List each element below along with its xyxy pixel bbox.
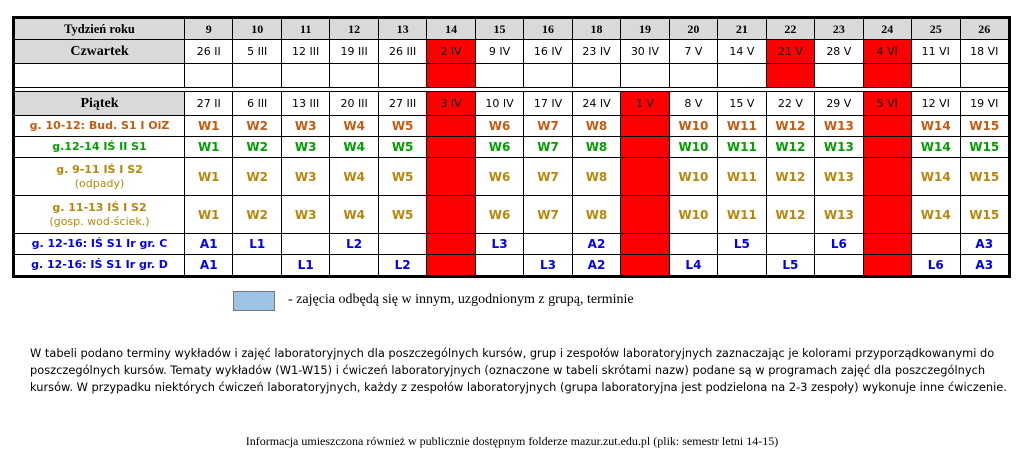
- blank-cell: [718, 64, 766, 88]
- blank-cell: [863, 64, 911, 88]
- class-label: [15, 196, 185, 234]
- class-cell: W1: [185, 196, 233, 234]
- blank-cell: [378, 64, 426, 88]
- class-cell: [330, 255, 378, 276]
- class-row: [15, 234, 1009, 255]
- thursday-date: 23 IV: [572, 40, 620, 64]
- class-cell: [475, 255, 523, 276]
- class-cell: W14: [912, 137, 960, 158]
- week-number: 26: [960, 19, 1009, 40]
- thursday-date: 14 V: [718, 40, 766, 64]
- class-cell: W11: [718, 137, 766, 158]
- thursday-date: 26 II: [185, 40, 233, 64]
- class-cell: W4: [330, 116, 378, 137]
- blank-cell: [15, 64, 185, 88]
- schedule-table-frame: [12, 16, 1011, 278]
- class-cell: W5: [378, 196, 426, 234]
- class-cell: [863, 158, 911, 196]
- week-row: [15, 19, 1009, 40]
- week-number: 21: [718, 19, 766, 40]
- friday-date: 27 II: [185, 92, 233, 116]
- class-label-line: (odpady): [74, 176, 125, 190]
- class-cell: W2: [233, 116, 281, 137]
- thursday-date: 28 V: [815, 40, 863, 64]
- class-cell: [621, 116, 669, 137]
- thursday-label: Czwartek: [15, 40, 185, 64]
- class-cell: W6: [475, 196, 523, 234]
- class-label: [15, 255, 185, 276]
- class-cell: W8: [572, 158, 620, 196]
- blank-cell: [330, 64, 378, 88]
- class-cell: A2: [572, 255, 620, 276]
- class-cell: [621, 255, 669, 276]
- blank-cell: [912, 64, 960, 88]
- class-cell: W3: [281, 116, 329, 137]
- friday-date: 29 V: [815, 92, 863, 116]
- class-row: [15, 116, 1009, 137]
- class-cell: W7: [524, 158, 572, 196]
- class-label-line: g. 12-16: IŚ S1 Ir gr. D: [31, 258, 168, 271]
- class-cell: W15: [960, 196, 1009, 234]
- class-cell: W5: [378, 116, 426, 137]
- class-cell: W14: [912, 158, 960, 196]
- class-label-line: g. 12-16: IŚ S1 Ir gr. C: [31, 237, 168, 250]
- class-cell: W1: [185, 158, 233, 196]
- friday-date: 19 VI: [960, 92, 1009, 116]
- class-cell: [621, 137, 669, 158]
- class-cell: [427, 196, 475, 234]
- friday-date: 20 III: [330, 92, 378, 116]
- week-number: 14: [427, 19, 475, 40]
- class-cell: W6: [475, 137, 523, 158]
- class-cell: L1: [281, 255, 329, 276]
- thursday-date: 19 III: [330, 40, 378, 64]
- week-number: 12: [330, 19, 378, 40]
- friday-dates-row: [15, 92, 1009, 116]
- class-cell: A3: [960, 234, 1009, 255]
- friday-date: 10 IV: [475, 92, 523, 116]
- class-cell: [766, 234, 814, 255]
- friday-date: 24 IV: [572, 92, 620, 116]
- class-cell: W4: [330, 196, 378, 234]
- friday-date: 13 III: [281, 92, 329, 116]
- blank-cell: [572, 64, 620, 88]
- blank-cell: [281, 64, 329, 88]
- friday-date: 6 III: [233, 92, 281, 116]
- class-cell: L2: [378, 255, 426, 276]
- class-cell: L6: [815, 234, 863, 255]
- friday-date: 3 IV: [427, 92, 475, 116]
- blank-cell: [766, 64, 814, 88]
- thursday-date: 16 IV: [524, 40, 572, 64]
- class-cell: W15: [960, 158, 1009, 196]
- class-cell: W1: [185, 137, 233, 158]
- class-cell: L6: [912, 255, 960, 276]
- class-label: [15, 137, 185, 158]
- class-cell: [718, 255, 766, 276]
- class-label-line: g. 10-12: Bud. S1 I OiZ: [29, 119, 170, 132]
- week-number: 11: [281, 19, 329, 40]
- class-cell: W11: [718, 196, 766, 234]
- class-cell: [621, 234, 669, 255]
- class-label-line: (gosp. wod-ściek.): [49, 214, 150, 228]
- blank-cell: [427, 64, 475, 88]
- class-row: [15, 255, 1009, 276]
- thursday-date: 2 IV: [427, 40, 475, 64]
- week-number: 16: [524, 19, 572, 40]
- class-cell: W8: [572, 196, 620, 234]
- class-cell: W4: [330, 158, 378, 196]
- class-cell: W5: [378, 158, 426, 196]
- week-number: 19: [621, 19, 669, 40]
- class-cell: W8: [572, 137, 620, 158]
- blank-cell: [475, 64, 523, 88]
- week-number: 18: [572, 19, 620, 40]
- class-cell: L4: [669, 255, 717, 276]
- class-cell: W14: [912, 196, 960, 234]
- class-cell: [427, 234, 475, 255]
- blank-cell: [815, 64, 863, 88]
- class-cell: W12: [766, 116, 814, 137]
- thursday-date: 21 V: [766, 40, 814, 64]
- class-cell: W6: [475, 116, 523, 137]
- class-cell: [863, 196, 911, 234]
- class-cell: W1: [185, 116, 233, 137]
- class-cell: [233, 255, 281, 276]
- class-cell: W15: [960, 116, 1009, 137]
- friday-date: 15 V: [718, 92, 766, 116]
- class-cell: [863, 116, 911, 137]
- class-cell: L3: [475, 234, 523, 255]
- thursday-date: 4 VI: [863, 40, 911, 64]
- class-cell: [863, 137, 911, 158]
- class-cell: [378, 234, 426, 255]
- thursday-date: 11 VI: [912, 40, 960, 64]
- thursday-date: 18 VI: [960, 40, 1009, 64]
- thursday-date: 9 IV: [475, 40, 523, 64]
- blank-cell: [669, 64, 717, 88]
- class-cell: W8: [572, 116, 620, 137]
- class-cell: W10: [669, 158, 717, 196]
- class-cell: W11: [718, 116, 766, 137]
- class-cell: [815, 255, 863, 276]
- class-cell: W13: [815, 158, 863, 196]
- thursday-date: 12 III: [281, 40, 329, 64]
- week-number: 23: [815, 19, 863, 40]
- class-cell: W7: [524, 116, 572, 137]
- description-paragraph: W tabeli podano terminy wykładów i zajęć laboratoryjnych dla poszczególnych kursów, grup i zespołów laboratoryjnych zaznaczając je kolorami przyporządkowanymi do poszczególnych kursów. Tematy wykładów (W1-W15) i ćwiczeń laboratoryjnych (oznaczone w tabeli skrótami nazw) podane są w programach zajęć dla poszczególnych kursów. W przypadku niektórych ćwiczeń laboratoryjnych, każdy z zespołów laboratoryjnych (grupa laboratoryjna jest podzielona na 2-3 zespoły) wykonuje inne ćwiczenie.: [30, 346, 1007, 394]
- class-cell: W7: [524, 196, 572, 234]
- friday-date: 22 V: [766, 92, 814, 116]
- week-label: Tydzień roku: [15, 19, 185, 40]
- class-cell: [427, 137, 475, 158]
- class-label-line: g.12-14 IŚ II S1: [52, 140, 147, 153]
- class-cell: A1: [185, 255, 233, 276]
- blank-cell: [185, 64, 233, 88]
- class-label: [15, 158, 185, 196]
- thursday-date: 26 III: [378, 40, 426, 64]
- class-cell: [863, 255, 911, 276]
- thursday-date: 7 V: [669, 40, 717, 64]
- week-number: 20: [669, 19, 717, 40]
- class-cell: [427, 158, 475, 196]
- blank-cell: [524, 64, 572, 88]
- week-number: 22: [766, 19, 814, 40]
- class-cell: A1: [185, 234, 233, 255]
- week-number: 25: [912, 19, 960, 40]
- class-cell: [912, 234, 960, 255]
- class-cell: W14: [912, 116, 960, 137]
- thursday-blank-row: [15, 64, 1009, 88]
- schedule-table: [14, 18, 1009, 276]
- friday-date: 5 VI: [863, 92, 911, 116]
- thursday-date: 30 IV: [621, 40, 669, 64]
- class-cell: W15: [960, 137, 1009, 158]
- class-cell: W13: [815, 196, 863, 234]
- friday-date: 8 V: [669, 92, 717, 116]
- class-cell: W3: [281, 196, 329, 234]
- class-cell: W13: [815, 137, 863, 158]
- class-cell: W10: [669, 116, 717, 137]
- class-label-line: g. 11-13 IŚ I S2: [52, 200, 147, 214]
- footer-note: Informacja umieszczona również w publicznie dostępnym folderze mazur.zut.edu.pl (plik: semestr letni 14-15): [245, 434, 779, 448]
- blank-cell: [960, 64, 1009, 88]
- class-cell: [524, 234, 572, 255]
- class-cell: W12: [766, 137, 814, 158]
- class-cell: L2: [330, 234, 378, 255]
- class-cell: L1: [233, 234, 281, 255]
- class-cell: L3: [524, 255, 572, 276]
- class-label-line: g. 9-11 IŚ I S2: [56, 162, 143, 176]
- class-cell: W12: [766, 196, 814, 234]
- class-cell: L5: [766, 255, 814, 276]
- class-cell: W7: [524, 137, 572, 158]
- class-cell: W6: [475, 158, 523, 196]
- friday-date: 27 III: [378, 92, 426, 116]
- class-cell: L5: [718, 234, 766, 255]
- class-cell: W13: [815, 116, 863, 137]
- class-cell: [863, 234, 911, 255]
- class-label: [15, 116, 185, 137]
- class-cell: [669, 234, 717, 255]
- class-cell: W2: [233, 137, 281, 158]
- class-cell: W12: [766, 158, 814, 196]
- class-cell: [621, 158, 669, 196]
- class-cell: W5: [378, 137, 426, 158]
- week-number: 10: [233, 19, 281, 40]
- week-number: 15: [475, 19, 523, 40]
- friday-date: 1 V: [621, 92, 669, 116]
- class-cell: W3: [281, 158, 329, 196]
- class-cell: [281, 234, 329, 255]
- class-cell: W4: [330, 137, 378, 158]
- thursday-date: 5 III: [233, 40, 281, 64]
- week-number: 24: [863, 19, 911, 40]
- class-cell: W10: [669, 137, 717, 158]
- class-cell: W2: [233, 158, 281, 196]
- class-cell: [621, 196, 669, 234]
- friday-date: 12 VI: [912, 92, 960, 116]
- thursday-dates-row: [15, 40, 1009, 64]
- class-row: [15, 196, 1009, 234]
- blank-cell: [233, 64, 281, 88]
- friday-label: Piątek: [15, 92, 185, 116]
- legend-text: - zajęcia odbędą się w innym, uzgodnionym z grupą, terminie: [288, 292, 634, 307]
- class-cell: W3: [281, 137, 329, 158]
- class-row: [15, 158, 1009, 196]
- class-row: [15, 137, 1009, 158]
- week-number: 9: [185, 19, 233, 40]
- class-cell: [427, 255, 475, 276]
- blank-cell: [621, 64, 669, 88]
- friday-date: 17 IV: [524, 92, 572, 116]
- class-cell: W11: [718, 158, 766, 196]
- class-cell: W2: [233, 196, 281, 234]
- class-cell: A3: [960, 255, 1009, 276]
- class-cell: W10: [669, 196, 717, 234]
- class-cell: [427, 116, 475, 137]
- class-cell: A2: [572, 234, 620, 255]
- legend-swatch: [233, 291, 275, 311]
- week-number: 13: [378, 19, 426, 40]
- class-label: [15, 234, 185, 255]
